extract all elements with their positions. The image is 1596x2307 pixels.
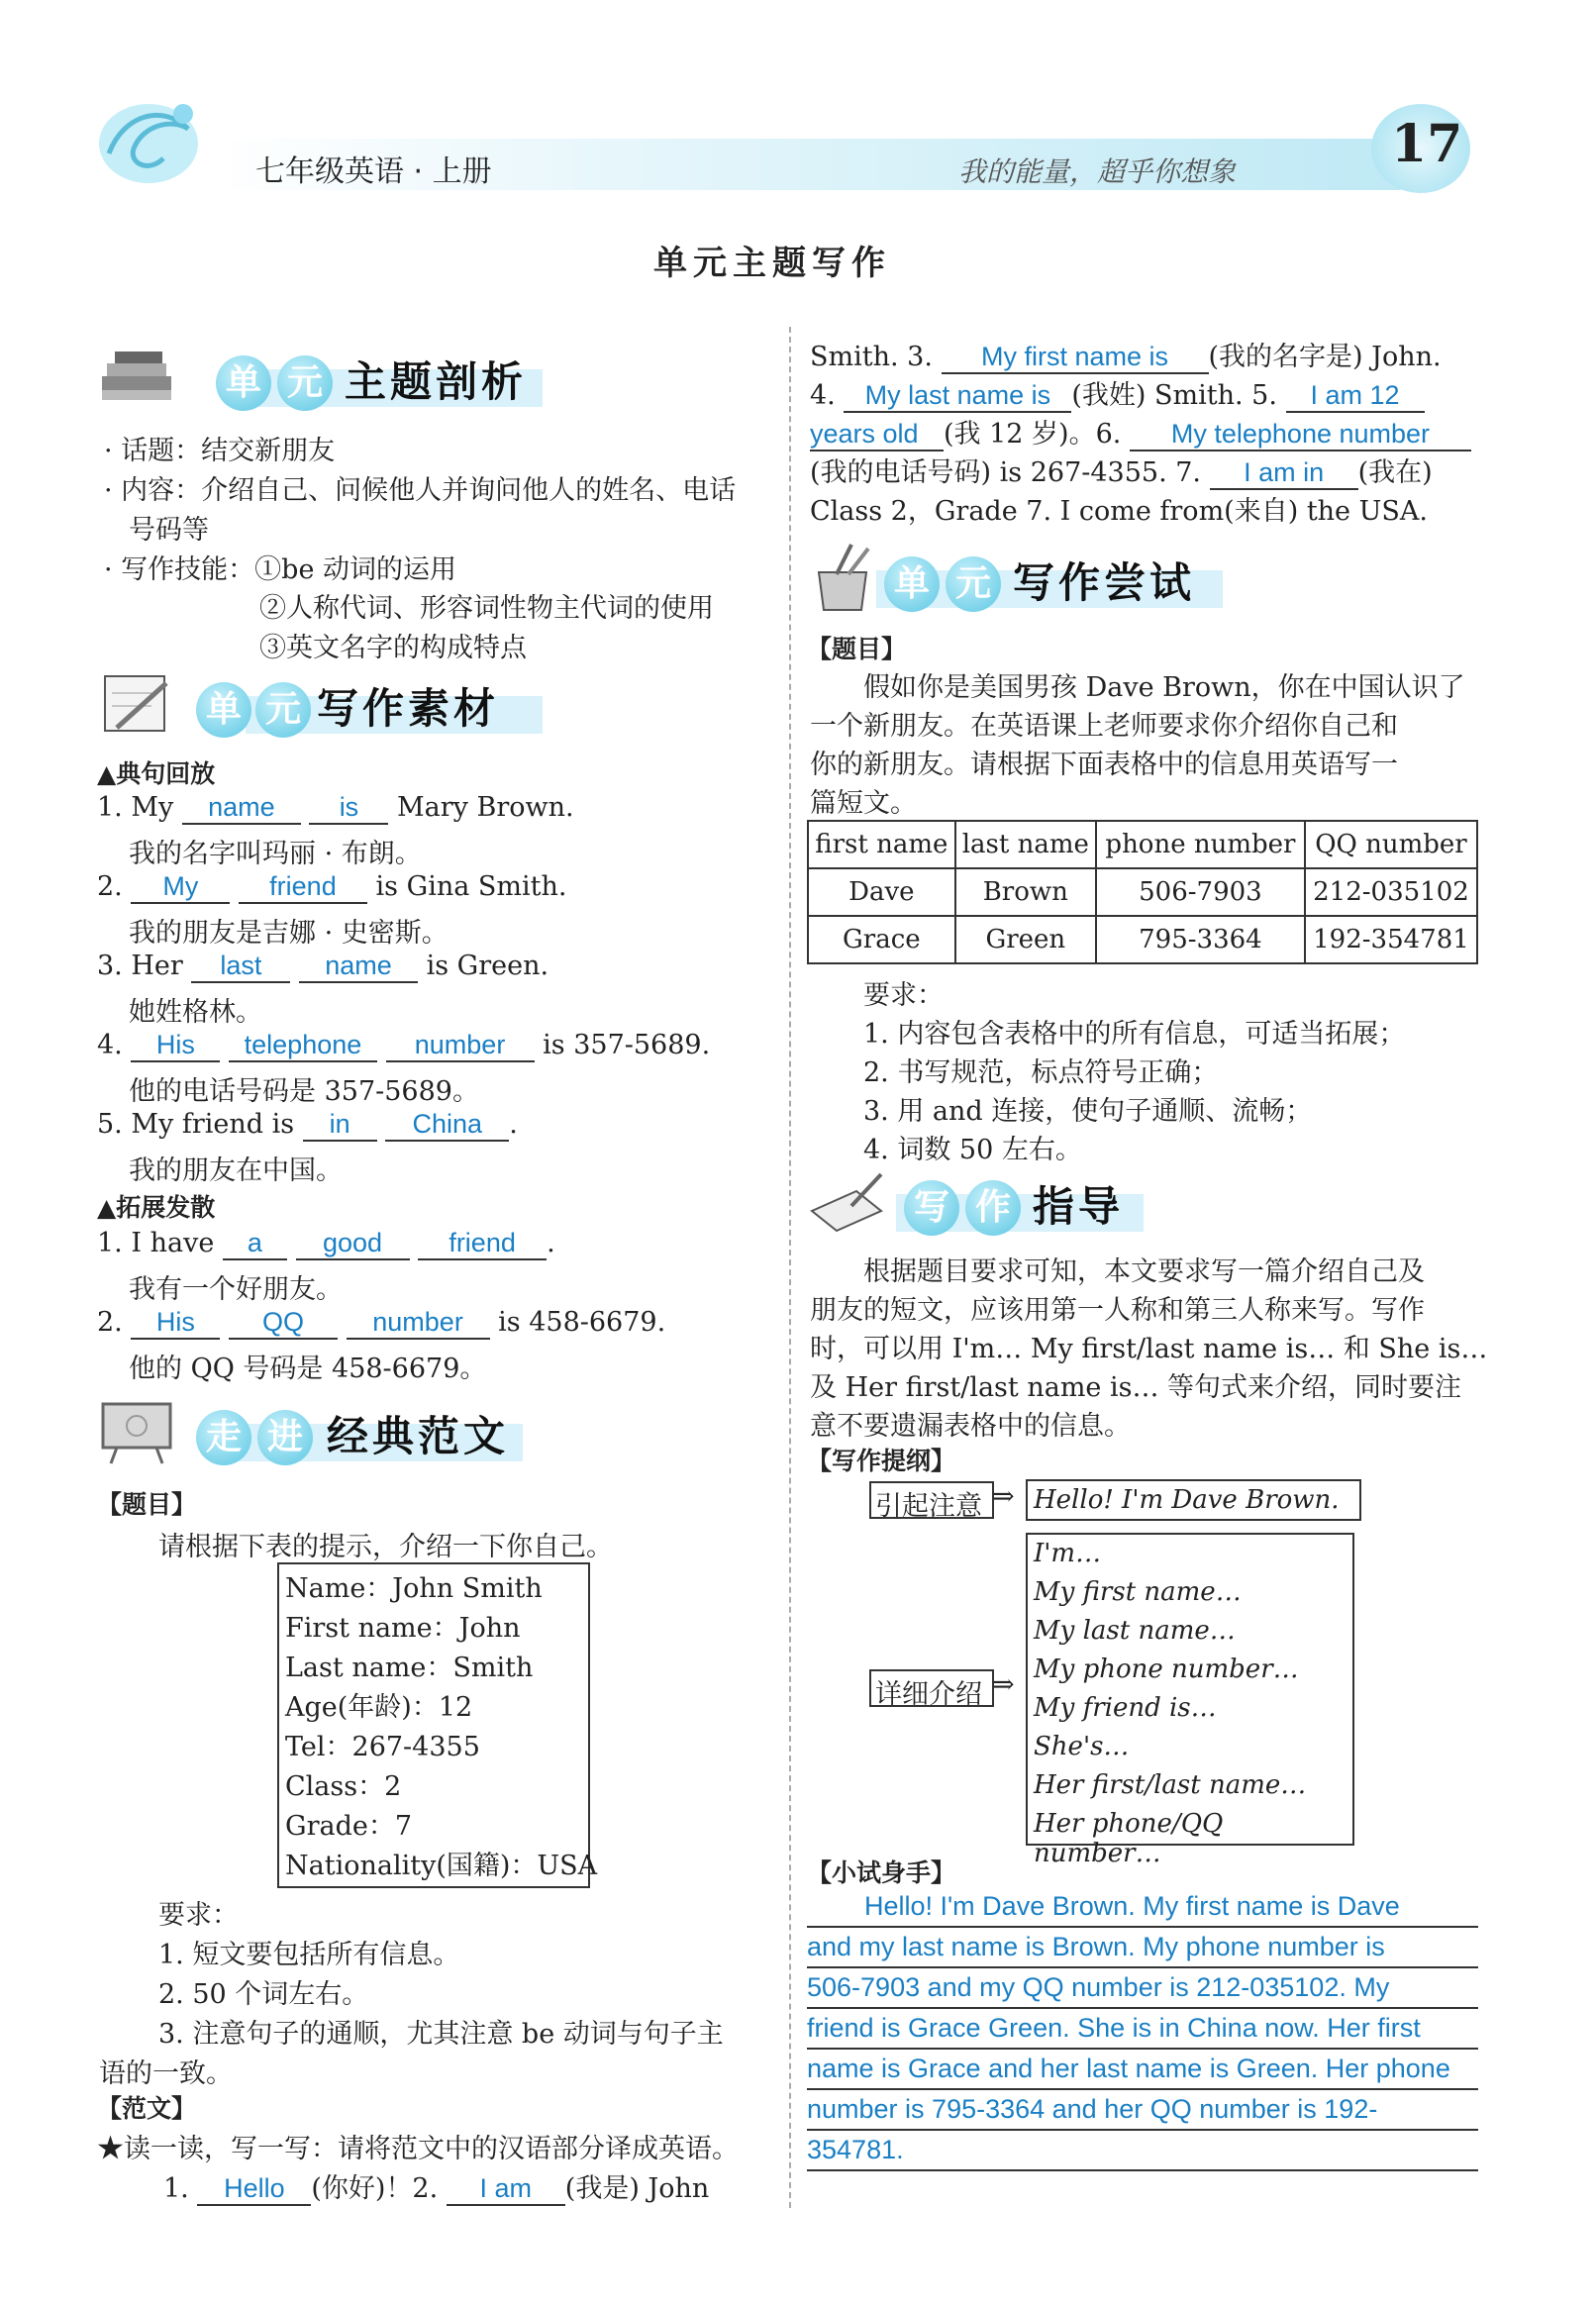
sentence-number: 4. xyxy=(97,1030,123,1060)
outline-item: Her first/last name… xyxy=(1034,1770,1307,1800)
table-cell: 212-035102 xyxy=(1305,868,1477,916)
essay-line: number is 795-3364 and her QQ number is 192- xyxy=(807,2090,1478,2131)
answer-blank[interactable]: is xyxy=(309,793,388,825)
answer-blank[interactable]: name xyxy=(299,952,418,983)
sentence-number: 1. xyxy=(163,2173,189,2204)
brush-cup-icon xyxy=(807,543,886,612)
question-label: 【题目】 xyxy=(807,635,907,663)
essay-line: and my last name is Brown. My phone number is xyxy=(807,1928,1478,1968)
outline-step-box xyxy=(869,1481,994,1522)
answer-blank[interactable]: His xyxy=(131,1031,220,1062)
translation: 我的朋友是吉娜 · 史密斯。 xyxy=(129,918,449,949)
arrow: ⇒ xyxy=(992,1481,1015,1512)
outline-step: 详细介绍 xyxy=(875,1679,982,1710)
outline-item: My first name… xyxy=(1034,1577,1242,1607)
answer-blank[interactable]: My last name is xyxy=(844,381,1071,413)
sample-line xyxy=(810,412,1471,451)
sample-text: Smith. 3. xyxy=(810,342,933,372)
analysis-item: · 话题：结交新朋友 xyxy=(104,436,336,466)
card-line: Nationality(国籍)：USA xyxy=(285,1851,598,1881)
analysis-item: ③英文名字的构成特点 xyxy=(259,633,527,663)
outline-step: 引起注意 xyxy=(875,1491,982,1522)
badge-char: 单 xyxy=(884,556,940,612)
answer-blank[interactable]: My telephone number xyxy=(1130,420,1471,451)
requirement: 2. 50 个词左右。 xyxy=(158,1979,369,2010)
table-cell: Brown xyxy=(955,868,1096,916)
answer-blank[interactable]: a xyxy=(223,1229,287,1260)
outline-item: My phone number… xyxy=(1034,1655,1299,1684)
sample-line xyxy=(163,2166,709,2206)
answer-blank[interactable]: friend xyxy=(418,1229,547,1260)
guide-text: 时，可以用 I'm… My first/last name is… 和 She is… xyxy=(810,1334,1488,1364)
essay-line: 354781. xyxy=(807,2131,1478,2171)
badge-char: 元 xyxy=(946,556,1001,612)
sentence-rest: is Gina Smith. xyxy=(375,871,567,902)
card-line: Last name：Smith xyxy=(285,1653,534,1683)
sentence-number: 3. Her xyxy=(97,951,183,981)
sentence-number: 1. I have xyxy=(97,1228,215,1258)
sentence-rest: . xyxy=(509,1109,518,1140)
outline-content-box xyxy=(1026,1479,1361,1521)
sample-line: Class 2，Grade 7. I come from(来自) the USA. xyxy=(810,496,1428,527)
section-attempt xyxy=(807,543,1243,622)
answer-blank[interactable]: My first name is xyxy=(942,343,1209,374)
sentence-rest: is 357-5689. xyxy=(543,1030,711,1060)
sample-line xyxy=(810,373,1425,413)
sentence-number: 2. xyxy=(97,871,123,902)
section-title: 写作素材 xyxy=(317,684,500,733)
analysis-item: · 写作技能：①be 动词的运用 xyxy=(104,554,457,585)
outline-item: My friend is… xyxy=(1034,1693,1217,1723)
attempt-prompt: 篇短文。 xyxy=(810,788,917,819)
section-title: 主题剖析 xyxy=(345,357,528,406)
book-title: 七年级英语 · 上册 xyxy=(255,154,492,189)
essay-line: friend is Grace Green. She is in China now. Her first xyxy=(807,2009,1478,2050)
requirement: 3. 用 and 连接，使句子通顺、流畅； xyxy=(863,1096,1313,1127)
sample-label: 【范文】 xyxy=(97,2094,197,2123)
header-flourish xyxy=(94,84,213,193)
outline-content-box xyxy=(1026,1533,1354,1868)
translation: 她姓格林。 xyxy=(129,997,262,1028)
header-slogan: 我的能量，超乎你想象 xyxy=(958,155,1237,188)
requirement: 1. 内容包含表格中的所有信息，可适当拓展； xyxy=(863,1019,1406,1050)
typical-sentence xyxy=(97,792,574,825)
guide-text: 根据题目要求可知，本文要求写一篇介绍自己及 xyxy=(863,1256,1425,1287)
answer-blank[interactable]: friend xyxy=(239,872,367,904)
answer-blank[interactable]: Hello xyxy=(197,2174,311,2206)
table-header: last name xyxy=(955,821,1096,868)
badge-char: 写 xyxy=(904,1180,959,1236)
sample-line xyxy=(810,335,1442,374)
notepad-icon xyxy=(97,668,176,738)
info-card xyxy=(277,1562,598,1888)
badge-char: 作 xyxy=(965,1180,1021,1236)
essay-line: name is Grace and her last name is Green. Her phone xyxy=(807,2050,1478,2090)
badge-char: 单 xyxy=(196,682,251,738)
badge-char: 元 xyxy=(255,682,311,738)
answer-blank[interactable]: good xyxy=(296,1229,410,1260)
table-cell: Green xyxy=(955,916,1096,963)
table-cell: 795-3364 xyxy=(1096,916,1305,963)
answer-blank[interactable]: years old xyxy=(810,420,944,451)
attempt-prompt: 假如你是美国男孩 Dave Brown，你在中国认识了 xyxy=(863,672,1465,703)
question-label: 【题目】 xyxy=(97,1490,197,1519)
outline-item: She's… xyxy=(1034,1732,1130,1761)
sample-text: 4. xyxy=(810,380,836,411)
sample-text: (我姓) Smith. 5. xyxy=(1071,380,1277,411)
typical-sentence xyxy=(97,871,566,904)
answer-blank[interactable]: telephone xyxy=(229,1031,377,1062)
requirement: 4. 词数 50 左右。 xyxy=(863,1135,1082,1165)
translation: 我的名字叫玛丽 · 布朗。 xyxy=(129,839,422,869)
answer-blank[interactable]: I am 12 xyxy=(1286,381,1425,413)
sentence-number: 1. My xyxy=(97,792,174,823)
typical-sentence xyxy=(97,1109,518,1142)
requirement: 3. 注意句子的通顺，尤其注意 be 动词与句子主 xyxy=(158,2019,724,2050)
sentence-rest: is Green. xyxy=(426,951,549,981)
section-materials xyxy=(97,668,562,748)
practice-essay[interactable] xyxy=(807,1887,1478,2171)
table-cell: 192-354781 xyxy=(1305,916,1477,963)
essay-line: 506-7903 and my QQ number is 212-035102. My xyxy=(807,1968,1478,2009)
answer-blank[interactable]: QQ xyxy=(229,1308,338,1340)
answer-blank[interactable]: last xyxy=(191,952,290,983)
requirement: 2. 书写规范，标点符号正确； xyxy=(863,1057,1219,1088)
column-divider xyxy=(789,327,791,2208)
answer-blank[interactable]: His xyxy=(131,1308,220,1340)
sample-text: (我的电话号码) is 267-4355. 7. xyxy=(810,457,1202,488)
card-line: Age(年龄)：12 xyxy=(285,1692,473,1723)
typical-sentence xyxy=(97,1030,710,1062)
sentence-rest: is 458-6679. xyxy=(498,1307,666,1338)
badge-char: 单 xyxy=(216,355,271,411)
outline-item: I'm… xyxy=(1034,1539,1102,1568)
sentence-number: 5. My friend is xyxy=(97,1109,295,1140)
sentence-number: 2. xyxy=(97,1307,123,1338)
outline-step-box xyxy=(869,1669,994,1710)
sample-text: (我在) xyxy=(1357,457,1433,488)
translation: 他的 QQ 号码是 458-6679。 xyxy=(129,1354,487,1384)
guide-text: 及 Her first/last name is… 等句式来介绍，同时要注 xyxy=(810,1372,1462,1403)
answer-blank[interactable]: number xyxy=(347,1308,490,1340)
extend-label: ▲拓展发散 xyxy=(97,1193,216,1222)
sentence-rest: . xyxy=(547,1228,555,1258)
table-cell: 506-7903 xyxy=(1096,868,1305,916)
card-line: Class：2 xyxy=(285,1771,402,1802)
requirement: 1. 短文要包括所有信息。 xyxy=(158,1940,460,1970)
translation: 我的朋友在中国。 xyxy=(129,1155,343,1186)
sample-instruction: ★读一读，写一写：请将范文中的汉语部分译成英语。 xyxy=(97,2134,739,2164)
translation: 我有一个好朋友。 xyxy=(129,1274,343,1305)
table-row xyxy=(808,868,1477,916)
table-cell: Grace xyxy=(808,916,955,963)
arrow: ⇒ xyxy=(992,1669,1015,1700)
books-icon xyxy=(97,342,176,411)
sample-text: (你好)！2. xyxy=(311,2173,439,2204)
outline-item: Her phone/QQ number… xyxy=(1034,1809,1224,1868)
answer-blank[interactable]: I am in xyxy=(1210,458,1358,490)
page-number: 17 xyxy=(1391,114,1463,174)
essay-line: Hello! I'm Dave Brown. My first name is Dave xyxy=(807,1887,1478,1928)
card-line: First name：John xyxy=(285,1613,521,1644)
table-header: first name xyxy=(808,821,955,868)
sample-text: (我是) John xyxy=(564,2173,710,2204)
section-title: 经典范文 xyxy=(327,1412,510,1460)
answer-blank[interactable]: I am xyxy=(447,2174,565,2206)
blackboard-icon xyxy=(97,1396,176,1465)
analysis-item: · 内容：介绍自己、问候他人并询问他人的姓名、电话 xyxy=(104,475,737,506)
badge-char: 进 xyxy=(257,1410,313,1465)
sample-text: (我的名字是) John. xyxy=(1208,342,1442,372)
analysis-item: 号码等 xyxy=(129,515,209,546)
card-line: Name：John Smith xyxy=(285,1573,543,1604)
badge-char: 走 xyxy=(196,1410,251,1465)
guide-text: 朋友的短文，应该用第一人称和第三人称来写。写作 xyxy=(810,1295,1425,1326)
section-analysis xyxy=(97,342,562,421)
analysis-item: ②人称代词、形容词性物主代词的使用 xyxy=(259,593,714,624)
badge-char: 元 xyxy=(277,355,333,411)
req-label: 要求： xyxy=(863,980,944,1011)
answer-blank[interactable]: number xyxy=(386,1031,535,1062)
sample-line xyxy=(810,451,1433,490)
attempt-prompt: 一个新朋友。在英语课上老师要求你介绍你自己和 xyxy=(810,711,1398,742)
attempt-prompt: 你的新朋友。请根据下面表格中的信息用英语写一 xyxy=(810,750,1398,780)
sample-text: (我 12 岁)。6. xyxy=(944,419,1122,450)
page-title: 单元主题写作 xyxy=(653,244,891,283)
card-line: Grade：7 xyxy=(285,1811,413,1842)
typical-label: ▲典句回放 xyxy=(97,759,216,788)
section-title: 写作尝试 xyxy=(1013,558,1196,607)
extend-sentence xyxy=(97,1307,665,1340)
extend-sentence xyxy=(97,1228,555,1260)
translation: 他的电话号码是 357-5689。 xyxy=(129,1076,479,1107)
req-label: 要求： xyxy=(158,1900,239,1931)
model-prompt: 请根据下表的提示，介绍一下你自己。 xyxy=(158,1532,613,1562)
card-line: Tel：267-4355 xyxy=(285,1732,480,1762)
section-model xyxy=(97,1396,562,1475)
guide-text: 意不要遗漏表格中的信息。 xyxy=(810,1411,1131,1442)
section-guide xyxy=(807,1166,1183,1246)
info-table xyxy=(807,820,1478,964)
table-header: phone number xyxy=(1096,821,1305,868)
table-header: QQ number xyxy=(1305,821,1477,868)
answer-blank[interactable]: name xyxy=(182,793,301,825)
typical-sentence xyxy=(97,951,549,983)
answer-blank[interactable]: China xyxy=(385,1110,509,1142)
notebook-pen-icon xyxy=(807,1166,886,1236)
outline-item: My last name… xyxy=(1034,1616,1236,1646)
practice-label: 【小试身手】 xyxy=(807,1858,956,1887)
outline-label: 【写作提纲】 xyxy=(807,1447,956,1475)
sentence-rest: Mary Brown. xyxy=(397,792,574,823)
answer-blank[interactable]: My xyxy=(131,872,230,904)
outline-text: Hello! I'm Dave Brown. xyxy=(1034,1485,1340,1515)
requirement: 语的一致。 xyxy=(99,2058,233,2089)
table-row xyxy=(808,916,1477,963)
answer-blank[interactable]: in xyxy=(303,1110,377,1142)
section-title: 指导 xyxy=(1033,1182,1125,1231)
table-cell: Dave xyxy=(808,868,955,916)
table-header-row xyxy=(808,821,1477,868)
